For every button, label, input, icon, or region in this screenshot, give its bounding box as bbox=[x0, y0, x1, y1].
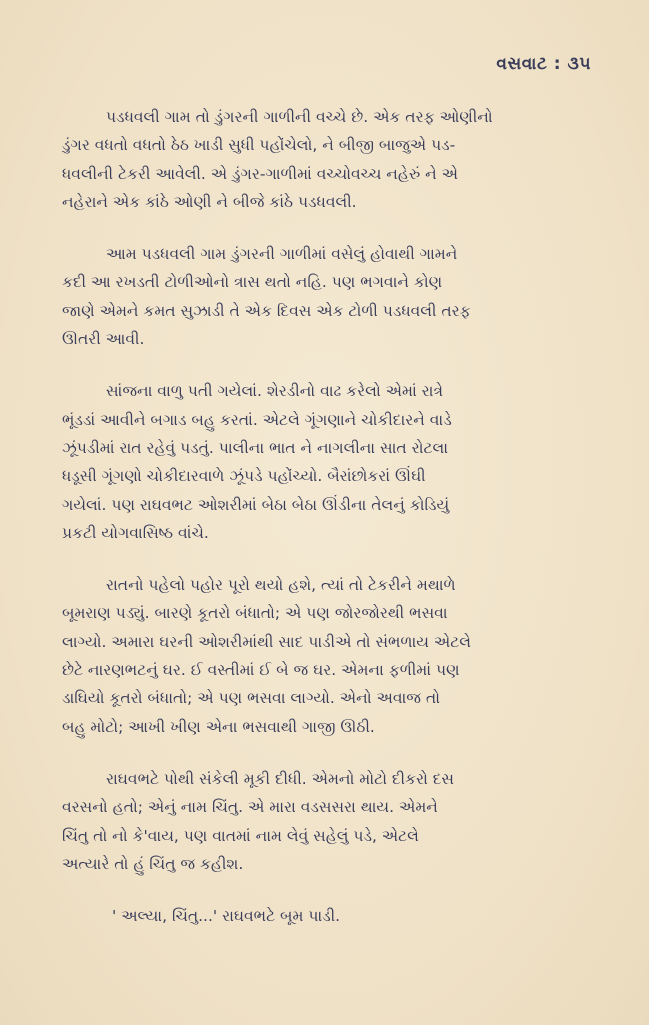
body-text bbox=[62, 103, 606, 954]
paragraph-4 bbox=[62, 571, 606, 741]
text-line: છેટે નારણભટનું ઘર. ઈ વસ્તીમાં ઈ બે જ ઘર. એમના ફળીમાં પણ bbox=[62, 661, 460, 680]
text-line: ઊતરી આવી. bbox=[62, 330, 145, 349]
text-line: પડધવલી ગામ તો ડુંગરની ગાળીની વચ્ચે છે. એક તરફ ઓણીનો bbox=[106, 108, 493, 126]
text-line: ડાઘિયો કૂતરો બંધાતો; એ પણ ભસવા લાગ્યો. એનો અવાજ તો bbox=[62, 689, 441, 708]
text-line: અત્યારે તો હું ચિંતુ જ કહીશ. bbox=[62, 854, 244, 873]
text-line: ધડૂસી ગૂંગણો ચોકીદારવાળે ઝૂંપડે પહોંચ્યો. બૈરાંછોકરાં ઊંઘી bbox=[62, 467, 426, 486]
paragraph-2 bbox=[62, 240, 606, 353]
text-line: સાંજના વાળુ પતી ગયેલાં. શેરડીનો વાઢ કરેલો એમાં રાત્રે bbox=[106, 382, 444, 401]
text-line: બહુ મોટો; આખી ખીણ એના ભસવાથી ગાજી ઊઠી. bbox=[62, 717, 375, 736]
text-line: ચિંતુ તો નો કે'વાય, પણ વાતમાં નામ લેવું સહેલું પડે, એટલે bbox=[62, 826, 419, 845]
text-line: ડુંગર વધતો વધતો ઠેઠ ખાડી સુધી પહોંચેલો, ને બીજી બાજુએ પડ- bbox=[62, 136, 456, 155]
paragraph-1 bbox=[62, 103, 606, 216]
text-line: રાતનો પહેલો પહોર પૂરો થયો હશે, ત્યાં તો ટેકરીને મથાળે bbox=[106, 576, 456, 595]
text-line: બૂમરાણ પડ્યું. બારણે કૂતરો બંધાતો; એ પણ જોરજોરથી ભસવા bbox=[62, 604, 448, 623]
text-line: લાગ્યો. અમારા ઘરની ઓશરીમાંથી સાદ પાડીએ તો સંભળાય એટલે bbox=[62, 632, 471, 651]
paragraph-5 bbox=[62, 765, 606, 878]
text-line: જાણે એમને કમત સુઝાડી તે એક દિવસ એક ટોળી પડધવલી તરફ bbox=[62, 301, 471, 320]
text-line: ધવલીની ટેકરી આવેલી. એ ડુંગર-ગાળીમાં વચ્ચોવચ્ચ નહેરું ને એ bbox=[62, 164, 458, 183]
text-line: નહેરાને એક કાંઠે ઓણી ને બીજે કાંઠે પડધવલી. bbox=[62, 192, 357, 211]
text-line: પ્રકટી યોગવાસિષ્ઠ વાંચે. bbox=[62, 523, 209, 542]
text-line: આમ પડધવલી ગામ ડુંગરની ગાળીમાં વસેલું હોવાથી ગામને bbox=[106, 245, 458, 264]
text-line: કદી આ રખડતી ટોળીઓનો ત્રાસ થતો નહિ. પણ ભગવાને કોણ bbox=[62, 273, 443, 292]
paragraph-6 bbox=[62, 902, 606, 930]
text-line: રાઘવભટે પોથી સંકેલી મૂકી દીધી. એમનો મોટો દીકરો દસ bbox=[106, 769, 454, 788]
text-line: ઝૂંપડીમાં રાત રહેવું પડતું. પાલીના ભાત ને નાગલીના સાત રોટલા bbox=[62, 438, 449, 457]
text-line: ભૂંડડાં આવીને બગાડ બહુ કરતાં. એટલે ગૂંગણાને ચોકીદારને વાડે bbox=[62, 410, 452, 429]
text-line: વરસનો હતો; એનું નામ ચિંતુ. એ મારા વડસસરા થાય. એમને bbox=[62, 798, 438, 817]
running-head: વસવાટ : ૩૫ bbox=[496, 54, 591, 74]
paragraph-3 bbox=[62, 377, 606, 547]
text-line: ગયેલાં. પણ રાઘવભટ ઓશરીમાં બેઠા બેઠા ઊંડીના તેલનું કોડિયું bbox=[62, 495, 450, 514]
text-line: ' અલ્યા, ચિંતુ...' રાઘવભટે બૂમ પાડી. bbox=[112, 907, 341, 926]
